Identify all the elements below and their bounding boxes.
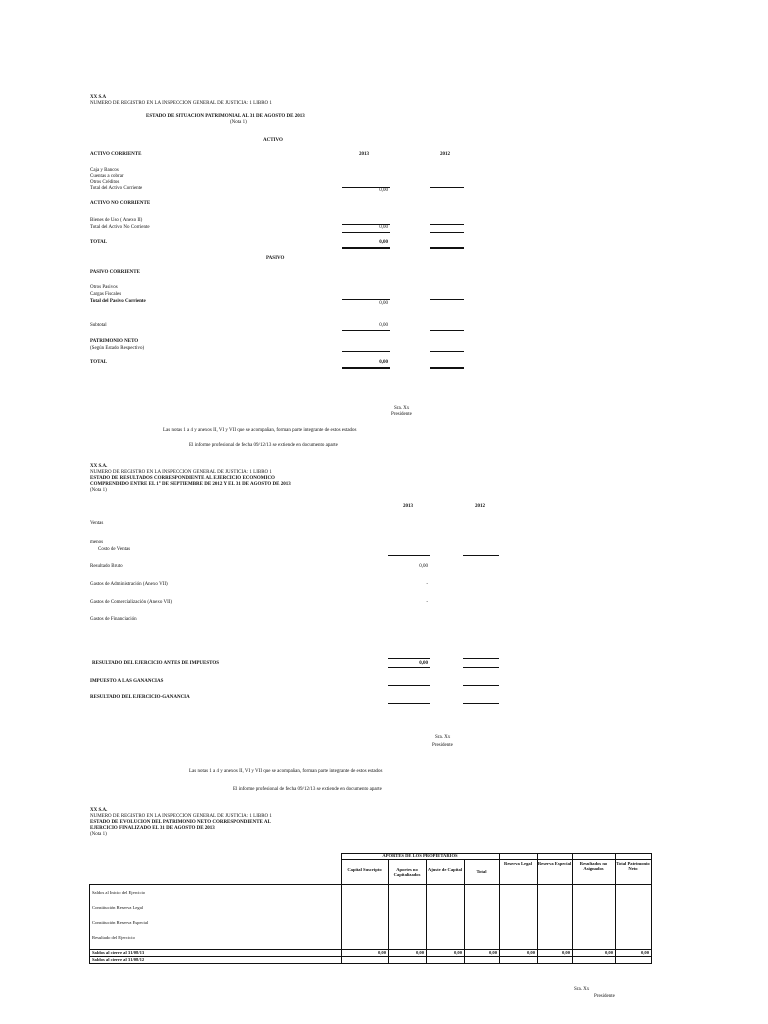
activo-corriente-label: ACTIVO CORRIENTE [90,152,142,157]
pc-item-cargas: Cargas Fiscales [90,292,122,297]
closing-value: 0,00 [604,950,613,955]
balance-title: ESTADO DE SITUACION PATRIMONIAL AL 31 DE AGOSTO DE 2013 [146,114,305,119]
pasivo-header: PASIVO [266,256,285,261]
year-current: 2013 [403,504,413,509]
rule [430,247,464,249]
row-saldos-inicio: Saldos al Inicio del Ejercicio [92,890,146,895]
col-total-patrimonio-neto: Total Patrimonio Neto [616,861,650,872]
closing-value: 0,00 [377,950,386,955]
signer-name: Sra. Xx [394,406,410,411]
rule [388,667,430,668]
patrimonio-label: PATRIMONIO NETO [90,339,139,344]
antes-label: RESULTADO DEL EJERCICIO ANTES DE IMPUESTOS [92,661,220,666]
rule [430,351,464,352]
rule [463,667,499,668]
signer-role: Presidente [594,994,615,999]
group-header: APORTES DE LOS PROPIETARIOS [382,853,458,858]
rule [388,555,430,556]
balance-note: (Nota 1) [230,120,247,125]
subtotal-label: Subtotal [90,323,107,328]
col-reserva-legal: Reserva Legal [504,861,532,866]
pc-total-label: Total del Pasivo Corriente [90,299,146,304]
rule [464,859,465,963]
results-title-1: ESTADO DE RESULTADOS CORRESPONDIENTE AL EJERCICIO ECONOMICO [90,476,275,481]
col-reserva-especial: Reserva Especial [537,861,572,866]
bruto-label: Resultado Bruto [90,564,123,569]
rule [430,299,464,300]
row-closing-prev: Saldos al cierre al 31/08/12 [92,957,145,962]
row-reserva-legal: Constitución Reserva Legal [92,905,144,910]
company-name: XX S.A. [90,464,108,469]
results-title-2: COMPRENDIDO ENTRE EL 1° DE SEPTIEMBRE DE 2012 Y EL 31 DE AGOSTO DE 2013 [90,482,291,487]
ac-item-cuentas: Cuentas a cobrar [90,174,124,179]
subtotal-value: 0,00 [379,323,388,328]
registry-line: NUMERO DE REGISTRO EN LA INSPECCION GENERAL DE JUSTICIA: 1 LIBRO 1 [90,101,272,106]
notes-statement: Las notas 1 a 4 y anexos II, VI y VII que se acompañan, forman parte integrante de estos estados [189,769,383,774]
pc-total-value: 0,00 [379,301,388,306]
rule [342,367,390,369]
signer-role: Presidente [391,412,412,417]
rule [342,299,390,300]
menos-label: menos [90,540,104,545]
equity-table [89,853,652,963]
rule [463,685,499,686]
ac-total-value: 0,00 [379,188,388,193]
col-resultados-no-asignados: Resultados no Asignados [579,861,608,872]
equity-title-1: ESTADO DE EVOLUCION DEL PATRIMONIO NETO CORRESPONDIENTE AL [90,820,271,825]
col-aportes-no-capitalizados: Aportes no Capitalizados [393,867,421,878]
rule [388,658,430,659]
rule [89,963,652,964]
rule [388,685,430,686]
anc-total-value: 0,00 [379,225,388,230]
closing-value: 0,00 [453,950,462,955]
report-statement: El informe profesional de fecha 09/12/13 se extiende en documento aparte [233,787,382,792]
bruto-value: 0,00 [419,564,428,569]
ac-item-otros: Otros Créditos [90,180,120,185]
activo-header: ACTIVO [263,138,283,143]
notes-statement: Las notas 1 a 4 y anexos II, VI y VII que se acompañan, forman parte integrante de estos estados [163,428,357,433]
rule [430,367,464,369]
rule [463,658,499,659]
antes-value: 0,00 [419,661,428,666]
ganancia-label: RESULTADO DEL EJERCICIO-GANANCIA [90,695,190,700]
row-reserva-especial: Constitución Reserva Especial [92,920,149,925]
rule [463,555,499,556]
rule [388,703,430,704]
rule [430,187,464,188]
patrimonio-sub: (Según Estado Respectivo) [90,346,145,351]
admin-label: Gastos de Administración (Anexo VII) [90,582,168,587]
results-note: (Nota 1) [90,488,107,493]
activo-no-corriente-label: ACTIVO NO CORRIENTE [90,201,151,206]
total2-value: 0,00 [379,360,388,365]
pasivo-corriente-label: PASIVO CORRIENTE [90,270,140,275]
finan-label: Gastos de Financiación [90,617,137,622]
rule [342,247,390,249]
row-closing: Saldos al cierre al 31/08/13 [92,950,145,955]
ac-item-caja: Caja y Bancos [90,168,119,173]
rule [430,330,464,331]
signer-name: Sra. Xx [574,987,590,992]
costo-label: Costo de Ventas [98,547,131,552]
rule [463,703,499,704]
rule [342,351,390,352]
col-capital-suscripto: Capital Suscripto [347,867,382,872]
year-prev: 2012 [440,152,450,157]
closing-value: 0,00 [415,950,424,955]
col-ajuste-capital: Ajuste de Capital [427,867,463,872]
closing-value: 0,00 [561,950,570,955]
impuesto-label: IMPUESTO A LAS GANANCIAS [90,679,164,684]
rule [89,956,652,957]
rule [342,330,390,331]
comer-value: - [426,600,428,605]
total-value: 0,00 [379,240,388,245]
admin-value: - [426,582,428,587]
rule [89,884,652,885]
rule [430,224,464,225]
total2-label: TOTAL [90,360,108,365]
rule [499,853,500,963]
anc-total-label: Total del Activo No Corriente [90,225,150,230]
year-current: 2013 [359,152,369,157]
rule [342,232,390,233]
closing-value: 0,00 [640,950,649,955]
anc-item-bienes: Bienes de Uso ( Anexo II) [90,218,143,223]
company-name: XX S.A [90,95,107,100]
equity-title-2: EJERCICIO FINALIZADO EL 31 DE AGOSTO DE 2013 [90,826,215,831]
ac-total-label: Total del Activo Corriente [90,186,143,191]
equity-note: (Nota 1) [90,832,107,837]
report-statement: El informe profesional de fecha 09/12/13 se extiende en documento aparte [189,443,338,448]
registry-line: NUMERO DE REGISTRO EN LA INSPECCION GENERAL DE JUSTICIA: 1 LIBRO 1 [90,470,272,475]
pc-item-otros: Otros Pasivos [90,285,118,290]
signer-role: Presidente [432,743,453,748]
comer-label: Gastos de Comercialización (Anexo VII) [90,600,173,605]
rule [430,232,464,233]
rule [89,884,90,963]
rule [426,859,427,963]
closing-value: 0,00 [488,950,497,955]
total-label: TOTAL [90,240,108,245]
rule [537,853,538,963]
company-name: XX S.A. [90,808,108,813]
ventas-label: Ventas [90,521,104,526]
year-prev: 2012 [475,504,485,509]
row-resultado: Resultado del Ejercicio [92,935,135,940]
col-total: Total [476,869,487,874]
registry-line: NUMERO DE REGISTRO EN LA INSPECCION GENERAL DE JUSTICIA: 1 LIBRO 1 [90,814,272,819]
signer-name: Sra. Xx [435,735,451,740]
closing-value: 0,00 [526,950,535,955]
rule [651,853,652,963]
